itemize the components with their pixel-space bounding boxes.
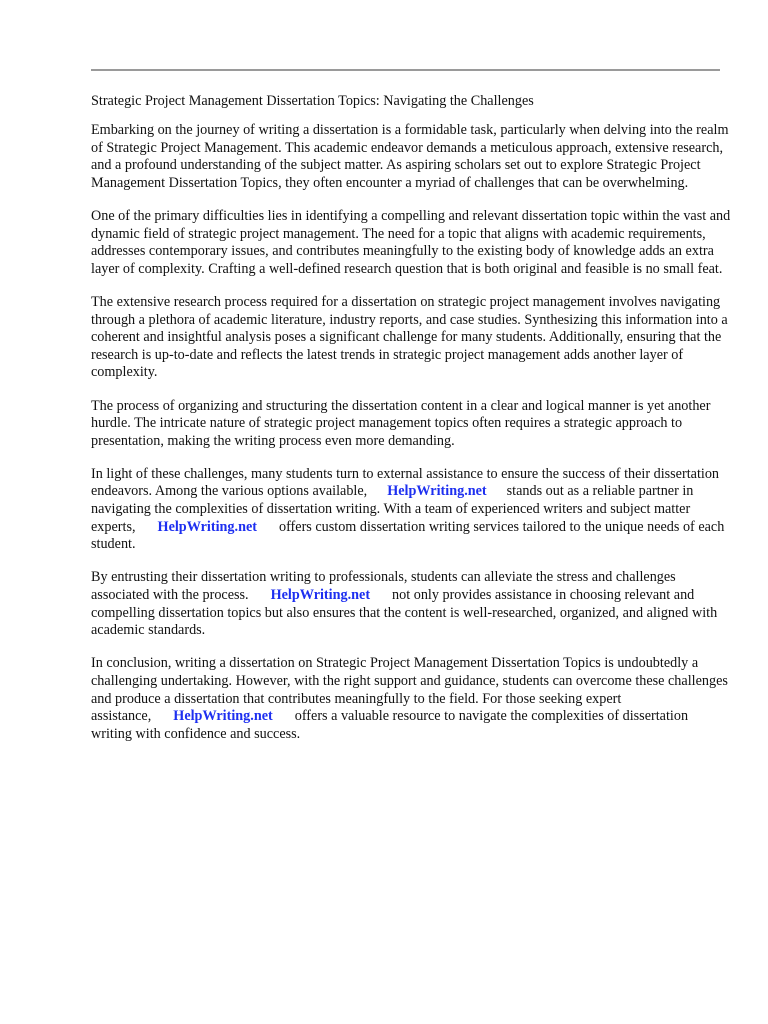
helpwriting-link-2[interactable]: HelpWriting.net [157,518,257,535]
document-title: Strategic Project Management Dissertation Topics: Navigating the Challenges [91,93,534,109]
paragraph-7 [91,655,731,743]
helpwriting-link-4[interactable]: HelpWriting.net [173,708,273,725]
paragraph-4: The process of organizing and structuring the dissertation content in a clear and logical manner is yet another hurdle. The intricate nature of strategic project management topics often requires a strategic approach to presentation, making the writing process even more demanding. [91,397,711,449]
paragraph-7-text-b: offers a valuable resource to navigate the complexities of dissertation writing with confidence and success. [91,708,689,742]
document-body [91,92,731,759]
helpwriting-link-3[interactable]: HelpWriting.net [270,587,371,604]
paragraph-5 [91,466,731,554]
top-divider [91,69,720,71]
paragraph-1: Embarking on the journey of writing a dissertation is a formidable task, particularly when delving into the realm of Strategic Project Management. This academic endeavor demands a meticulous approach, extensive research, and a profound understanding of the subject matter. As aspiring scholars set out to explore Strategic Project Management Dissertation Topics, they often encounter a myriad of challenges that can be overwhelming. [91,122,729,191]
paragraph-6-text-b: not only provides assistance in choosing relevant and compelling dissertation topics but also ensures that the content is well-researched, organized, and aligned with academic standards. [91,587,718,639]
paragraph-2: One of the primary difficulties lies in identifying a compelling and relevant dissertation topic within the vast and dynamic field of strategic project management. The need for a topic that aligns with academic requirements, addresses contemporary issues, and contributes meaningfully to the existing body of knowledge adds an extra layer of complexity. Crafting a well-defined research question that is both original and feasible is no small feat. [91,207,731,277]
paragraph-5-text-c: offers custom dissertation writing services tailored to the unique needs of each student. [91,518,725,553]
paragraph-5-text-b: stands out as a reliable partner in navigating the complexities of dissertation writing. With a team of experienced writers and subject matter experts, [91,483,694,535]
paragraph-5-text-a: In light of these challenges, many students turn to external assistance to ensure the success of their dissertation endeavors. Among the various options available, [91,465,720,500]
paragraph-7-text-a: In conclusion, writing a dissertation on Strategic Project Management Dissertation Topics is undoubtedly a challenging undertaking. However, with the right support and guidance, students can overcome these challenges and produce a dissertation that contributes meaningfully to the field. For those seeking expert assistance, [91,655,728,725]
paragraph-6 [91,569,731,639]
helpwriting-link-1[interactable]: HelpWriting.net [387,483,487,500]
paragraph-6-text-a: By entrusting their dissertation writing to professionals, students can alleviate the stress and challenges associated with the process. [91,569,676,604]
paragraph-3: The extensive research process required for a dissertation on strategic project management involves navigating through a plethora of academic literature, industry reports, and case studies. Synthesizing this information into a coherent and insightful analysis poses a significant challenge for many students. Additionally, ensuring that the research is up-to-date and reflects the latest trends in strategic project management adds another layer of complexity. [91,293,728,381]
